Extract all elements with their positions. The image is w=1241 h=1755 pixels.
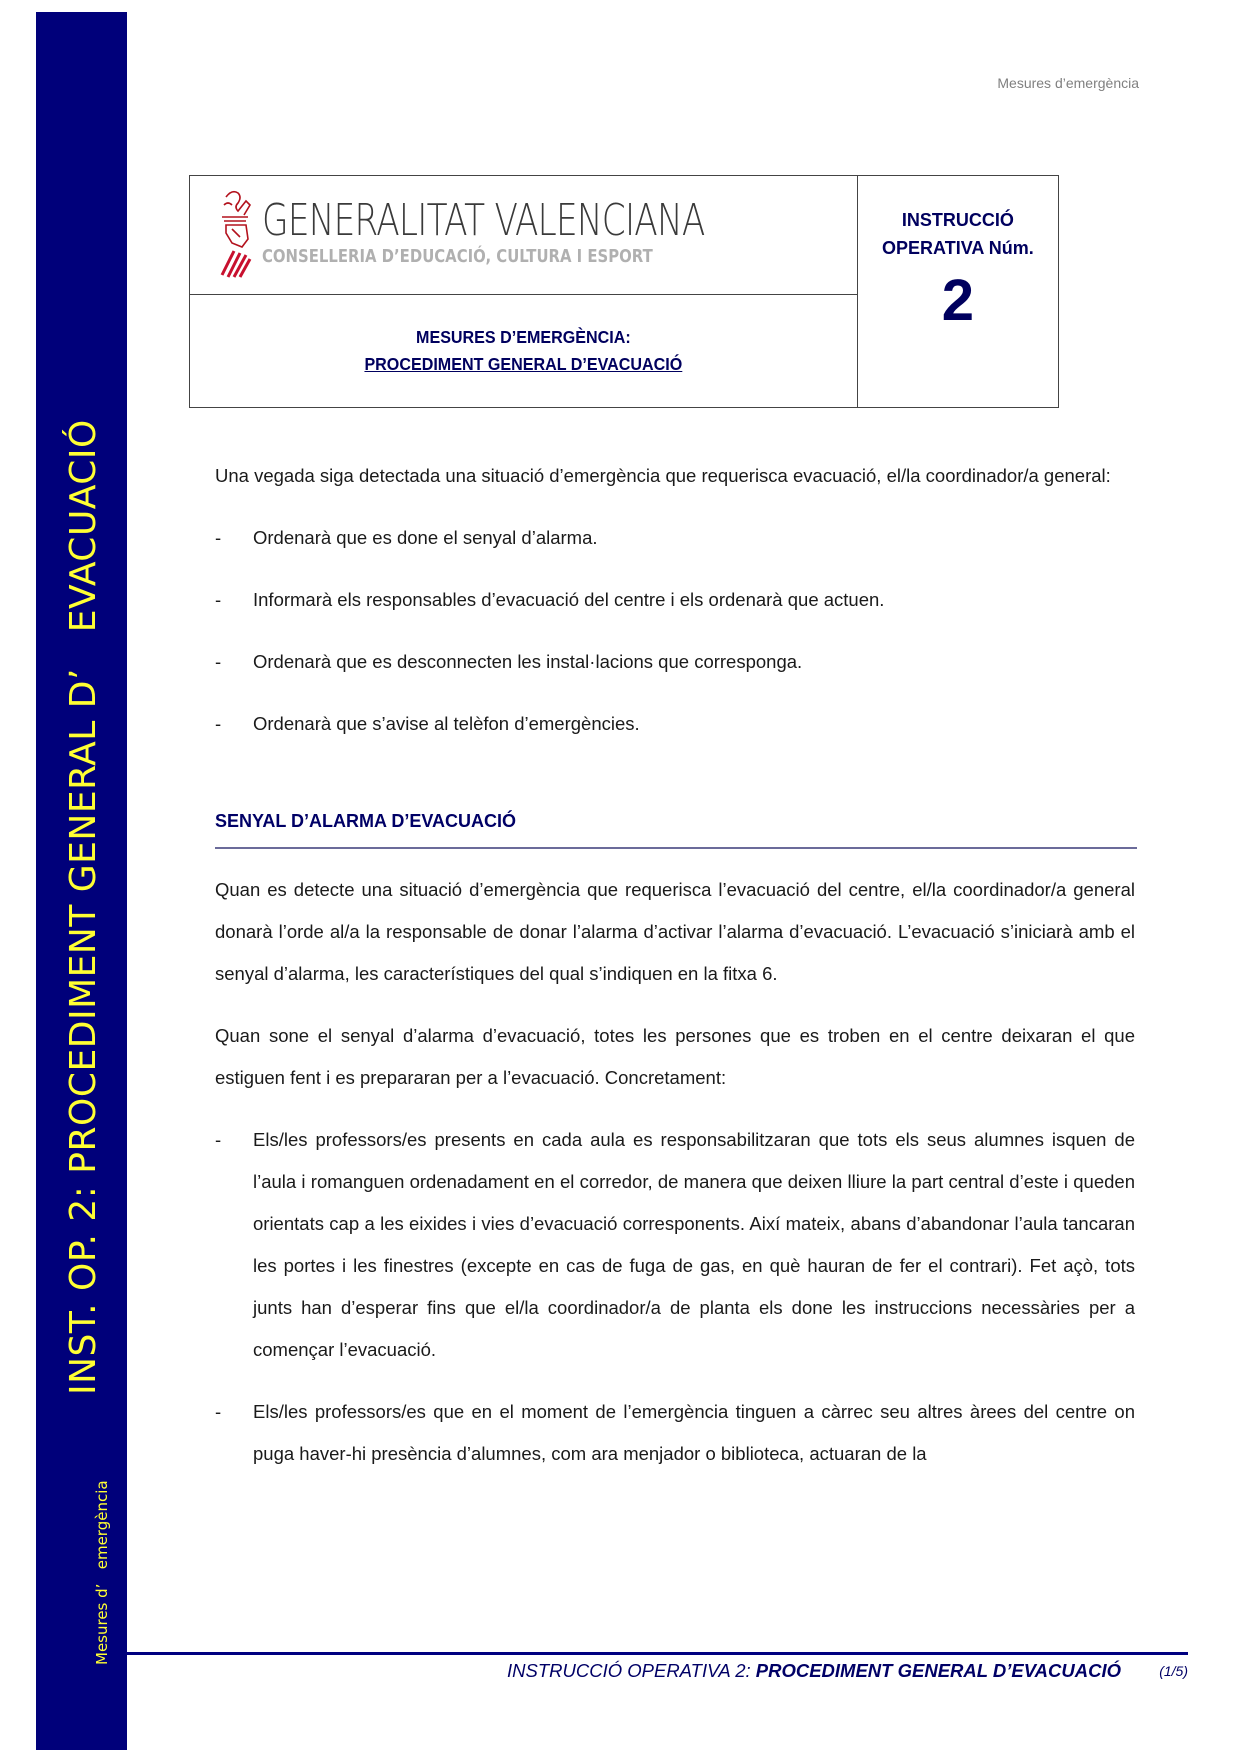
instruction-label-line1: INSTRUCCIÓ bbox=[901, 210, 1014, 230]
section-list-item bbox=[215, 1119, 1135, 1371]
section-paragraph-1: Quan es detecte una situació d’emergència que requerisca l’evacuació del centre, el/la coordinador/a general donarà l’orde al/a la responsable de donar l’alarma d’activar l’alarma d’evacuació. L’evacuació s’iniciarà amb el senyal d’alarma, les característiques del qual s’indiquen en la fitxa 6. bbox=[215, 879, 1135, 984]
subject-line-1: MESURES D’EMERGÈNCIA: bbox=[416, 327, 631, 347]
running-header: Mesures d’emergència bbox=[997, 75, 1139, 91]
bullet-dash: - bbox=[215, 589, 222, 610]
generalitat-valenciana-emblem-icon bbox=[218, 187, 256, 279]
section-list-item bbox=[215, 1391, 1135, 1475]
logo-main-text: GENERALITAT VALENCIANA bbox=[261, 194, 705, 246]
footer-prefix: INSTRUCCIÓ OPERATIVA 2: bbox=[507, 1660, 756, 1681]
list-item-text: Informarà els responsables d’evacuació del centre i els ordenarà que actuen. bbox=[253, 589, 885, 610]
instruction-cell bbox=[857, 176, 1058, 408]
logo-sub-text: CONSELLERIA D’EDUCACIÓ, CULTURA I ESPORT bbox=[261, 246, 653, 267]
page-number: (1/5) bbox=[1159, 1663, 1188, 1679]
subject-cell bbox=[190, 295, 858, 408]
document-body bbox=[215, 455, 1135, 1475]
instruction-label-line2: OPERATIVA Núm. bbox=[882, 238, 1034, 258]
intro-list-item bbox=[215, 703, 1135, 745]
intro-list-item bbox=[215, 641, 1135, 683]
section-paragraph-2: Quan sone el senyal d’alarma d’evacuació, totes les persones que es troben en el centre deixaran el que estiguen fent i es prepararan per a l’evacuació. Concretament: bbox=[215, 1025, 1135, 1088]
sidebar-vertical-title: INST. OP. 2: PROCEDIMENT GENERAL D’ EVACUACIÓ bbox=[63, 419, 104, 1395]
footer-title-bold: PROCEDIMENT GENERAL D’EVACUACIÓ bbox=[755, 1660, 1121, 1681]
footer-rule bbox=[127, 1652, 1188, 1655]
bullet-dash: - bbox=[215, 651, 222, 672]
intro-paragraph: Una vegada siga detectada una situació d’emergència que requerisca evacuació, el/la coordinador/a general: bbox=[215, 465, 1111, 486]
list-item-text: Els/les professors/es que en el moment de l’emergència tinguen a càrrec seu altres àrees del centre on puga haver-hi presència d’alumnes, com ara menjador o biblioteca, actuaran de la bbox=[253, 1401, 1135, 1464]
title-block bbox=[189, 175, 1059, 408]
list-item-text: Els/les professors/es presents en cada aula es responsabilitzaran que tots els seus alumnes isquen de l’aula i romanguen ordenadament en el corredor, de manera que deixen lliure la part central d’este i queden orientats cap a les eixides i vies d’evacuació corresponents. Així mateix, abans d’abandonar l’aula tancaran les portes i les finestres (excepte en cas de fuga de gas, en què hauran de fer el contrari). Fet açò, tots junts han d’esperar fins que el/la coordinador/a de planta els done les instruccions necessàries per a començar l’evacuació. bbox=[253, 1129, 1135, 1360]
logo bbox=[218, 187, 829, 279]
instruction-number: 2 bbox=[941, 268, 975, 333]
sidebar-vertical-subtitle: Mesures d’ emergència bbox=[93, 1480, 111, 1665]
bullet-dash: - bbox=[215, 527, 222, 548]
bullet-dash: - bbox=[215, 1129, 222, 1150]
subject-line-2 bbox=[217, 351, 830, 378]
section-heading: SENYAL D’ALARMA D’EVACUACIÓ bbox=[215, 807, 1137, 849]
bullet-dash: - bbox=[215, 1401, 222, 1422]
list-item-text: Ordenarà que es done el senyal d’alarma. bbox=[253, 527, 598, 548]
bullet-dash: - bbox=[215, 713, 222, 734]
instruction-label bbox=[858, 206, 1058, 262]
intro-list-item bbox=[215, 579, 1135, 621]
subject-line-2-text: PROCEDIMENT GENERAL D’EVACUACIÓ bbox=[364, 354, 683, 374]
logo-cell bbox=[190, 176, 858, 295]
intro-list-item bbox=[215, 517, 1135, 559]
list-item-text: Ordenarà que s’avise al telèfon d’emergències. bbox=[253, 713, 640, 734]
list-item-text: Ordenarà que es desconnecten les instal·lacions que corresponga. bbox=[253, 651, 803, 672]
footer-title bbox=[507, 1660, 1121, 1682]
